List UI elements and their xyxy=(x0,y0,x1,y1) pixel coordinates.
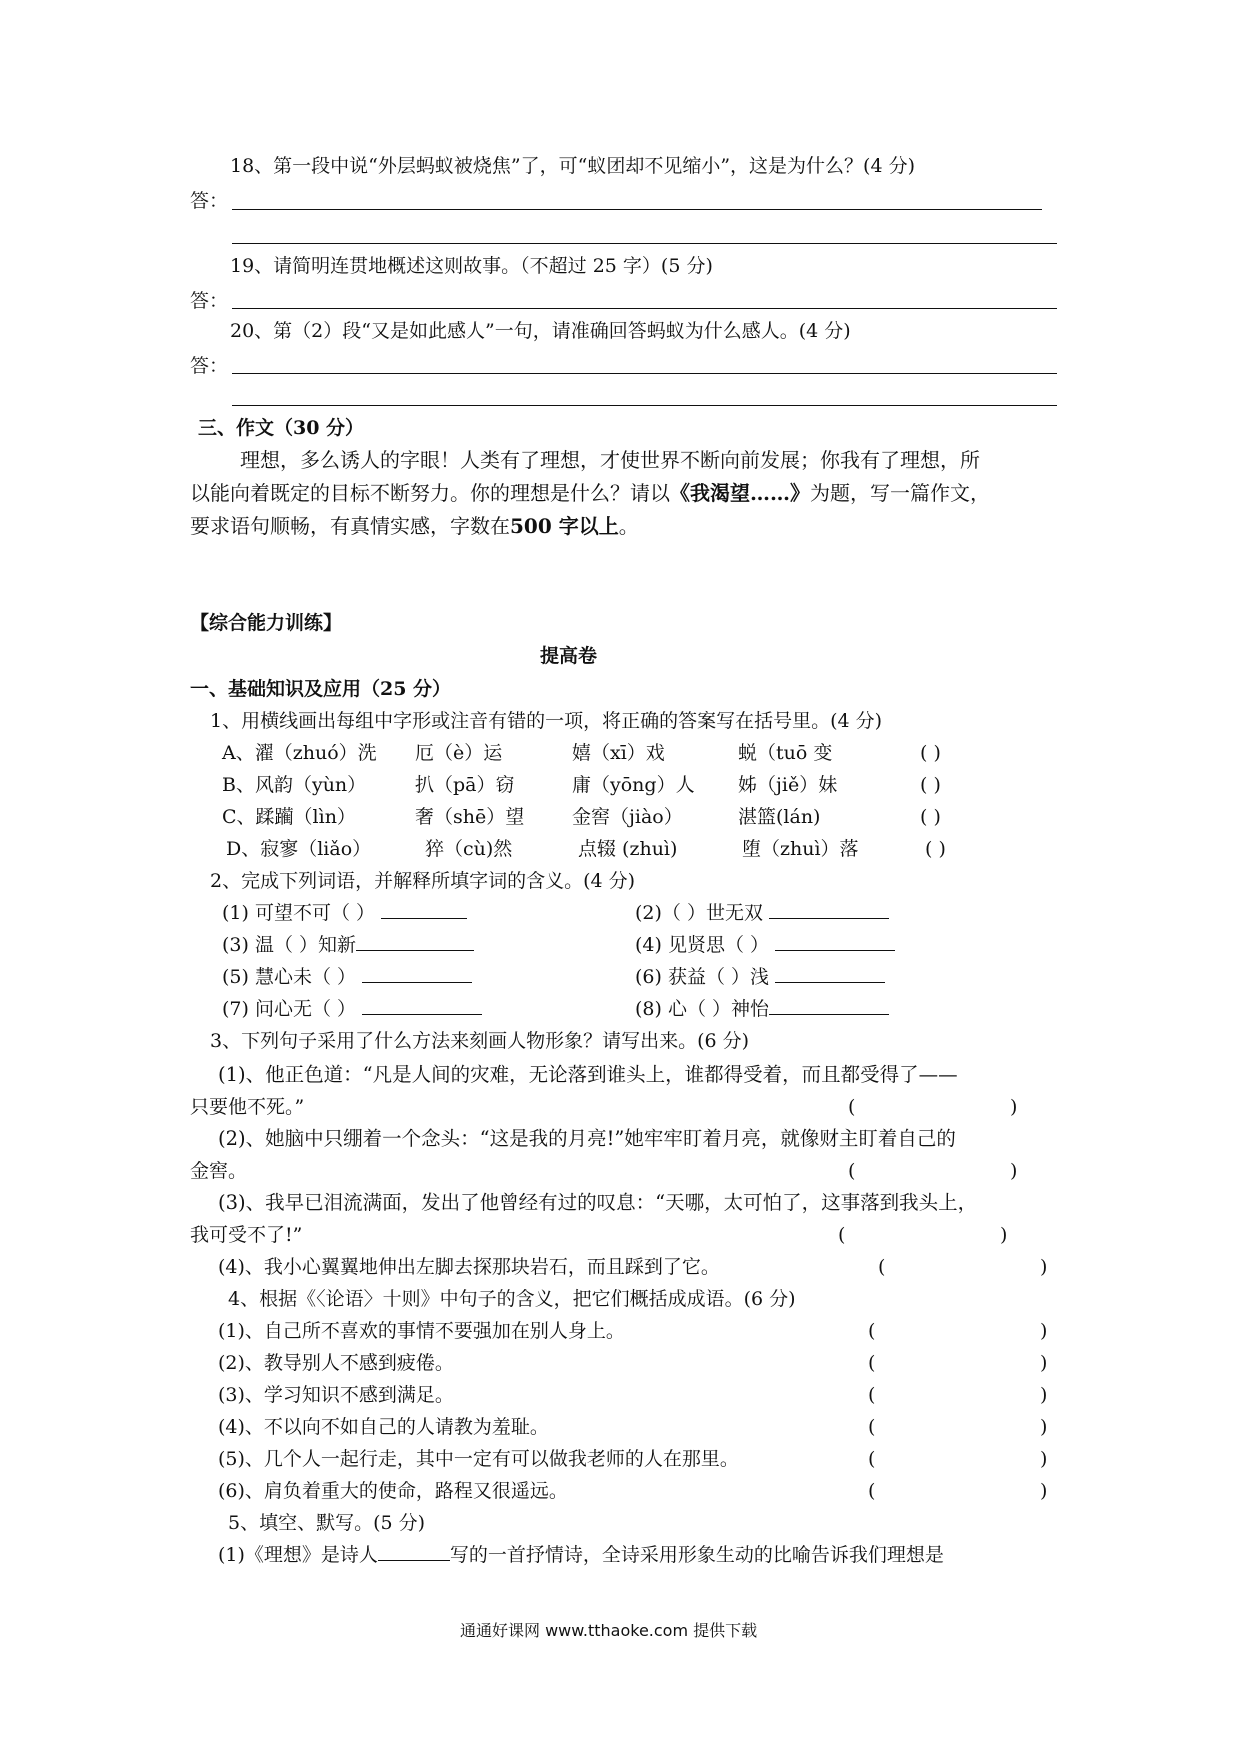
q2-item: (5) 慧心未（ ） xyxy=(222,964,472,990)
q3-sentence: (3)、我早已泪流满面，发出了他曾经有过的叹息：“天哪，太可怕了，这事落到我头上， xyxy=(218,1191,978,1214)
answer-label-19: 答： xyxy=(190,290,229,312)
q2-item: (7) 问心无（ ） xyxy=(222,996,482,1022)
q3-sentence: 金窖。 xyxy=(190,1160,248,1182)
question-1: 1、用横线画出每组中字形或注音有错的一项，将正确的答案写在括号里。(4 分) xyxy=(210,710,883,732)
answer-paren: ) xyxy=(1040,1480,1048,1502)
part1-heading: 一、基础知识及应用（25 分） xyxy=(190,678,452,700)
question-4: 4、根据《〈论语〉十则》中句子的含义，把它们概括成成语。(6 分) xyxy=(228,1288,796,1310)
q2-item: (8) 心（ ）神怡 xyxy=(635,996,889,1022)
answer-paren: ( xyxy=(868,1352,876,1374)
q3-sentence: 我可受不了!” xyxy=(190,1224,303,1246)
section-title: 【综合能力训练】 xyxy=(190,612,343,634)
answer-paren: ) xyxy=(1010,1096,1018,1118)
q5-item: (1)《理想》是诗人 写的一首抒情诗，全诗采用形象生动的比喻告诉我们理想是 xyxy=(218,1544,944,1566)
composition-heading: 三、作文（30 分） xyxy=(198,417,365,439)
q2-item: (6) 获益（ ）浅 xyxy=(635,964,885,990)
q3-sentence: (4)、我小心翼翼地伸出左脚去探那块岩石，而且踩到了它。 xyxy=(218,1256,720,1278)
answer-paren: ) xyxy=(1040,1416,1048,1438)
answer-paren: ) xyxy=(1000,1224,1008,1246)
answer-label-20: 答： xyxy=(190,355,229,377)
question-20: 20、第（2）段“又是如此感人”一句，请准确回答蚂蚁为什么感人。(4 分) xyxy=(230,320,851,342)
answer-label-18: 答： xyxy=(190,190,229,212)
composition-paragraph: 以能向着既定的目标不断努力。你的理想是什么？请以《我渴望……》为题，写一篇作文， xyxy=(190,481,990,505)
answer-paren: ) xyxy=(1040,1256,1048,1278)
answer-paren: ( xyxy=(878,1256,886,1278)
answer-paren: ( xyxy=(868,1448,876,1470)
question-5: 5、填空、默写。(5 分) xyxy=(228,1512,426,1534)
answer-paren: ( xyxy=(868,1320,876,1342)
answer-paren: ( xyxy=(868,1480,876,1502)
q4-item: (5)、几个人一起行走，其中一定有可以做我老师的人在那里。 xyxy=(218,1448,739,1470)
page-footer: 通通好课网 www.tthaoke.com 提供下载 xyxy=(460,1621,758,1640)
answer-paren: ( xyxy=(848,1160,856,1182)
composition-paragraph: 要求语句顺畅，有真情实感，字数在500 字以上。 xyxy=(190,514,639,538)
answer-paren: ( xyxy=(868,1384,876,1406)
answer-paren: ( xyxy=(848,1096,856,1118)
question-3: 3、下列句子采用了什么方法来刻画人物形象？请写出来。(6 分) xyxy=(210,1030,750,1052)
q3-sentence: (2)、她脑中只绷着一个念头：“这是我的月亮!”她牢牢盯着月亮，就像财主盯着自己的 xyxy=(218,1127,956,1150)
q4-item: (2)、教导别人不感到疲倦。 xyxy=(218,1352,454,1374)
composition-paragraph: 理想，多么诱人的字眼！人类有了理想，才使世界不断向前发展；你我有了理想，所 xyxy=(240,448,980,472)
question-19: 19、请简明连贯地概述这则故事。（不超过 25 字）(5 分) xyxy=(230,255,713,277)
answer-paren: ) xyxy=(1040,1448,1048,1470)
answer-paren: ) xyxy=(1040,1352,1048,1374)
q4-item: (4)、不以向不如自己的人请教为羞耻。 xyxy=(218,1416,549,1438)
answer-paren: ) xyxy=(1040,1384,1048,1406)
answer-paren: ( xyxy=(868,1416,876,1438)
q2-item: (1) 可望不可（ ） xyxy=(222,900,467,926)
answer-line xyxy=(232,373,1057,374)
q4-item: (3)、学习知识不感到满足。 xyxy=(218,1384,454,1406)
q2-item: (3) 温（ ）知新 xyxy=(222,932,474,958)
question-2: 2、完成下列词语，并解释所填字词的含义。(4 分) xyxy=(210,870,636,892)
q4-item: (6)、肩负着重大的使命，路程又很遥远。 xyxy=(218,1480,568,1502)
question-18: 18、第一段中说“外层蚂蚁被烧焦”了，可“蚁团却不见缩小”，这是为什么？(4 分) xyxy=(230,155,915,177)
answer-line xyxy=(232,308,1057,309)
q2-item: (4) 见贤思（ ） xyxy=(635,932,895,958)
q3-sentence: (1)、他正色道：“凡是人间的灾难，无论落到谁头上，谁都得受着，而且都受得了—— xyxy=(218,1063,958,1086)
word-count-requirement: 500 字以上 xyxy=(510,514,619,538)
answer-line xyxy=(232,243,1057,244)
q3-sentence: 只要他不死。” xyxy=(190,1096,305,1118)
answer-line xyxy=(232,405,1057,406)
composition-title: 《我渴望……》 xyxy=(670,481,810,505)
q4-item: (1)、自己所不喜欢的事情不要强加在别人身上。 xyxy=(218,1320,625,1342)
answer-paren: ) xyxy=(1040,1320,1048,1342)
answer-paren: ( xyxy=(838,1224,846,1246)
answer-paren: ) xyxy=(1010,1160,1018,1182)
answer-line xyxy=(232,209,1042,210)
q2-item: (2)（ ）世无双 xyxy=(635,900,889,926)
paper-title: 提高卷 xyxy=(540,645,598,667)
